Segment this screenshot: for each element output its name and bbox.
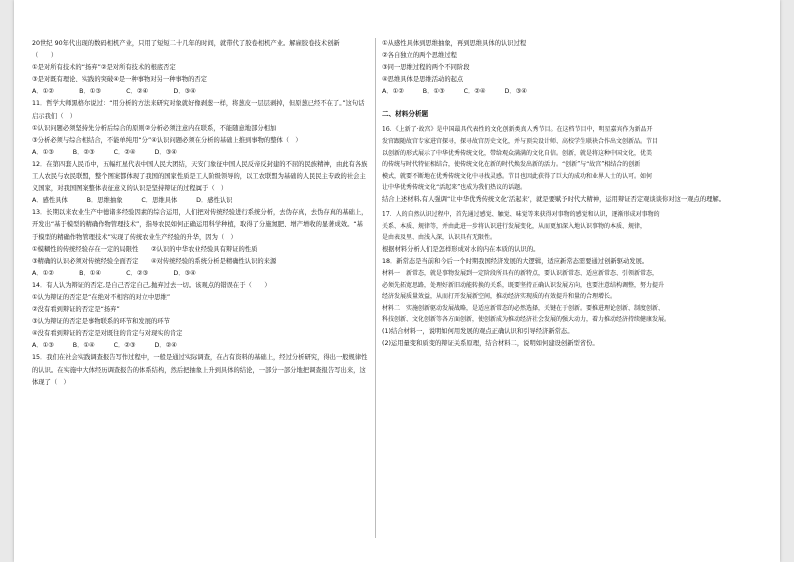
question-11-stem: 11．哲学大师黑格尔说过：“用分析的方法来研究对象就好像剥葱一样，将葱皮一层层剥掉，但原葱已经不在了。”这句话启示我们（ ）	[32, 100, 365, 120]
right-column	[382, 38, 754, 350]
document-page	[14, 0, 780, 562]
left-column	[32, 38, 368, 389]
question-15-option-4: ④思维具体是思维活动的起点	[382, 76, 464, 84]
question-11-options-1: ①认识问题必须坚持先分析后综合的原则②分析必须注意内在联系，不能随意地部分相加	[32, 124, 277, 132]
question-12-choices: A．感性具体 B．思维抽象 C．思维具体 D．感性认识	[32, 197, 233, 205]
section-title: 二、材料分析题	[382, 110, 429, 119]
question-13-stem: 13．长期以来农业生产中德诸多经验因素的综合运用，人们把对传统经验进行系统分析，去伪存真，去伪存真的基础上，开发出“基于模型的精确作物管理技术”，指导农民如何正确运用科学种植，取得了分施氮肥、增产增收的显著成效。“基于模型的精确作物管理技术”实现了传统农业生产经验的升华，因为（ ）	[32, 209, 368, 241]
q16-material-line: 的传统与时代特征相结合，使传统文化在新的时代焕发出新的活力。“创新”与“故宫”相结合的创新	[382, 161, 641, 169]
question-13-choices: A．①② B．①④ C．②③ D．③④	[32, 269, 196, 277]
question-14-option-2: ②没有看到辩证的否定是“扬弃”	[32, 306, 120, 314]
question-15-option-1: ①从感性具体到思维抽象，再到思维具体的认识过程	[382, 40, 527, 47]
question-15-stem: 15．我们在社会实践调查报告写作过程中，一般是通过实际调查，在占有资料的基础上，经过分析研究，得出一般规律性的认识。在实施中大体经历调查报告的体系结构，然后把抽象上升到具体的结论，一部分一部分地把调查报告写出来，这体现了（ ）	[32, 354, 368, 386]
q17-material-line: 是由表及里、由浅入深，认识具有无限性。	[382, 234, 497, 242]
column-divider	[375, 38, 376, 538]
q18-material-line: 必须先拓宽思路，处理好新旧动能转换的关系，既要坚持正确认识发展方向，也要注意结构调整，努力提升	[382, 281, 665, 289]
q16-material-line: 发官跟随故宫专家进宫探寻，探寻故宫历史文化，并与顶尖设计师、高校学生联袂合作出文创新品。节目	[382, 138, 659, 146]
question-15-option-3: ③同一思维过程的两个不同阶段	[382, 64, 470, 72]
question-13-options-1: ①模糊性的传统经验存在一定的局限性 ②认识的中华农业经验具有辩证的性质	[32, 245, 258, 253]
question-14-option-1: ①认为辩证的否定是“在绝对不相容的对立中思维”	[32, 293, 171, 301]
q18-subquestion-2: (2)运用量变和质变的辩证关系原理，结合材料二，说明如何建设创新型省份。	[382, 340, 599, 348]
question-11-options-2: ③分析必须与综合相结合，不能单纯用“分”④认识问题必须在分析的基础上推到事物的整体（ ）	[32, 136, 302, 144]
q16-material-line: 以创新的形式展示了中华优秀传统文化，带给观众满满的文化自信。创新，就是将这种中国文化，优美	[382, 149, 653, 157]
question-15-option-2: ②各自独立的两个思维过程	[382, 52, 457, 60]
q17-question: 根据材料分析人们是怎样形成对水的内在本质的认识的。	[382, 245, 540, 253]
question-12-stem: 12．在第四套人民币中，五幅红星代表中国人民大团结，天安门象征中国人民反帝反封建的不屈的民族精神，由此有各族工人农民与农民联盟，整个图案都体现了我国的国家性质是工人阶级领导的，以工农联盟为基础的人民民主专政的社会主义国家，对我国图案整体表征意义的认识是坚持辩证的过程属于（ ）	[32, 160, 368, 193]
question-10-blank: （ ）	[32, 52, 58, 60]
question-13-options-2: ③精确的认识必须对传统经验全面否定 ④对传统经验的系统分析是精确性认识的来源	[32, 257, 277, 265]
question-14-option-3: ③认为辩证的否定是事物联系的环节和发展的环节	[32, 318, 170, 326]
q18-material-line: 科技创新、文化创新等各方面创新，使创新成为推动经济社会发展的强大动力，着力推动经济持续健康发展。	[382, 316, 671, 324]
q18-material-line: 材料二 实施创新驱动发展战略，是适应新常态的必然选择，关键在于创新。要推进理论创新、制度创新、	[382, 304, 665, 312]
q17-material-line: 关系、本质、规律等，并由此进一步将认识进行发展变化，从而更加深入地认识事物的本质、规律，	[382, 222, 647, 230]
question-14-option-4: ④没有看到辩证的否定是对既往的肯定与对现实的肯定	[32, 330, 183, 338]
q16-material-line: 让中华优秀传统文化“活起来”也成为我们热议的话题。	[382, 184, 527, 192]
question-15-choices: A．①② B．①③ C．②④ D．③④	[382, 88, 527, 96]
q18-stem: 18．新常态是当前和今后一个时期我国经济发展的大逻辑，适应新常态需要通过创新驱动发展。	[382, 258, 649, 265]
q16-material-line: 模式，就要不断地在优秀传统文化中寻找灵感。节目也因此获得了巨大的成功和业界人士的认可。如何	[382, 172, 653, 180]
q16-question: 结合上述材料,有人强调“让中华优秀传统文化‘活起来’，就是要赋予时代大精神，运用辩证否定观谈谈你对这一观点的理解。	[382, 196, 726, 204]
q16-material-line: 16．《上新了·故宫》是中国最具代表性的文化创新类真人秀节目。在这档节目中，明星嘉宾作为新品开	[382, 126, 653, 134]
question-11-choices: A．①③ B．②③ C．②④ D．③④	[32, 148, 177, 156]
question-10-stem: 20世纪 90年代出现的数码相机产业，只用了短短二十几年的时间，就带代了胶卷相机产业。解雇胶卷技术创新	[32, 40, 340, 47]
q18-material-line: 经济发展质量效益，从而打开发展新空间，推动经济实现质的有效提升和量的合理增长。	[382, 293, 617, 301]
question-14-stem: 14．有人认为辩证的否定,是自己否定自己,抛弃过去一切。该观点的错误在于（ ）	[32, 281, 271, 289]
question-10-options-1: ①是对所有技术的“扬弃”②是对所有技术的根底否定	[32, 64, 176, 72]
question-10-choices: A．①② B．①③ C．②④ D．③④	[32, 88, 196, 96]
question-10-options-2: ③是对既有理论、实践的突破④是一种事物对另一种事物的否定	[32, 76, 208, 84]
q18-subquestion-1: (1)结合材料一，说明如何用发展的观点正确认识和引导经济新常态。	[382, 328, 574, 336]
q17-material-line: 17．人的自然认识过程中，首先通过感觉、触觉、味觉等来获得对事物的感觉和认识，逐渐形成对事物的	[382, 211, 660, 219]
question-14-choices: A．①③ B．①④ C．②③ D．②④	[32, 342, 177, 350]
q18-material-line: 材料一 新常态，就是事物发展到一定阶段所具有的新特点，要认识新常态、适应新常态、引领新常态，	[382, 270, 659, 278]
